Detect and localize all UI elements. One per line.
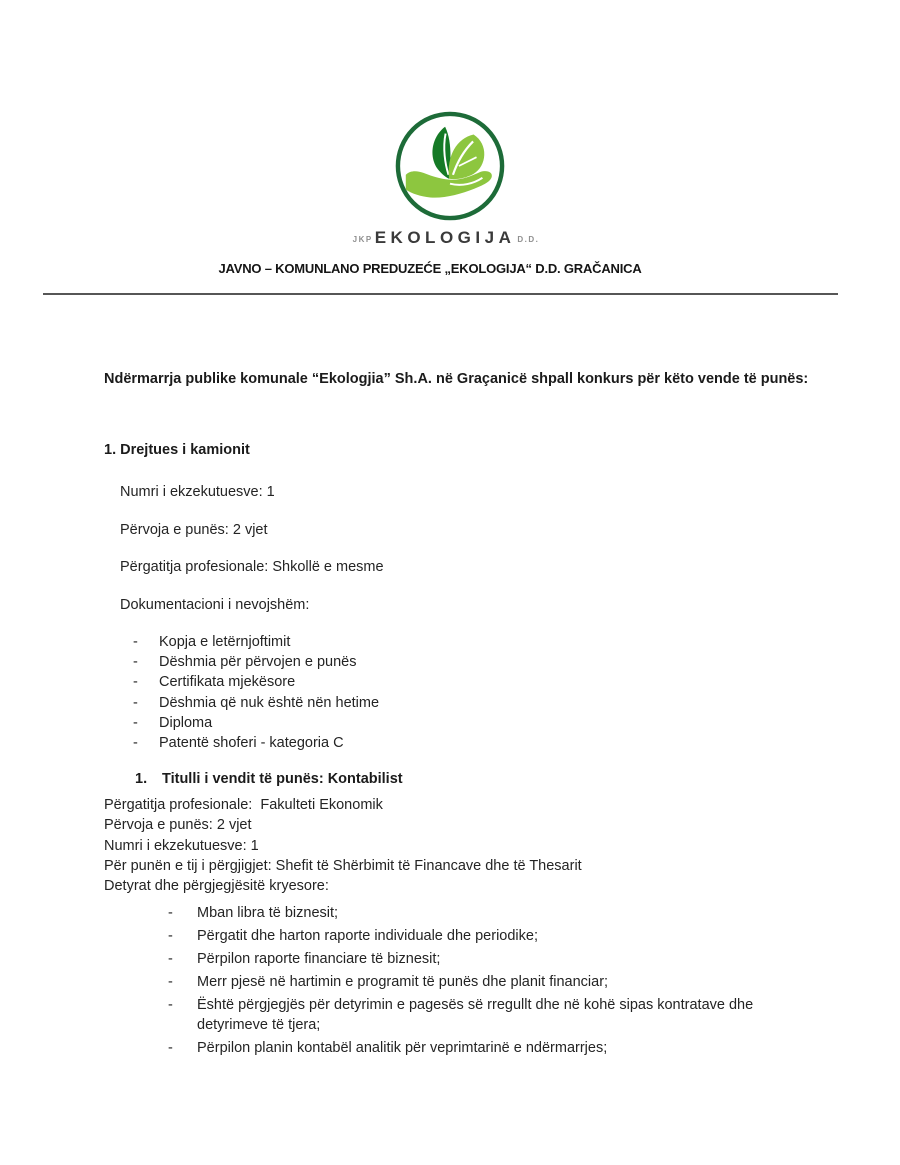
dash-bullet: - <box>133 634 138 650</box>
dash-bullet: - <box>168 974 173 990</box>
dash-bullet: - <box>133 714 138 731</box>
list-item <box>168 1039 797 1059</box>
dash-bullet: - <box>168 905 173 921</box>
job2-duties-label: Detyrat dhe përgjegjësitë kryesore: <box>104 878 329 895</box>
dash-bullet: - <box>133 674 138 691</box>
job2-number: 1. <box>135 771 148 787</box>
list-item <box>168 904 797 924</box>
header-divider <box>43 293 838 295</box>
list-item-text: Është përgjegjës për detyrimin e pagesës së rregullt dhe në kohë sipas kontratave dhe detyrimeve të tjera; <box>197 997 754 1033</box>
job2-duties-list <box>168 904 797 1062</box>
ekologjia-logo-icon <box>391 110 509 222</box>
list-item-text: Dëshmia që nuk është nën hetime <box>159 694 380 711</box>
job2-reports-to-line: Për punën e tij i përgjigjet: Shefit të Shërbimit të Financave dhe të Thesarit <box>104 857 582 874</box>
dash-bullet: - <box>133 654 138 671</box>
list-item <box>168 996 797 1035</box>
job2-title-text: Titulli i vendit të punës: Kontabilist <box>162 771 403 787</box>
intro-paragraph: Ndërmarrja publike komunale “Ekologjia” Sh.A. në Graçanicë shpall konkurs për këto vende të punës: <box>104 371 809 387</box>
dash-bullet: - <box>168 928 173 944</box>
dash-bullet: - <box>133 735 138 752</box>
list-item-text: Patentë shoferi - kategoria C <box>159 735 344 752</box>
job1-documents-label: Dokumentacioni i nevojshëm: <box>120 597 310 613</box>
list-item <box>133 652 379 672</box>
list-item <box>133 713 379 733</box>
list-item <box>133 693 379 713</box>
list-item-text: Dëshmia për përvojen e punës <box>159 654 357 671</box>
job1-education-line: Përgatitja profesionale: Shkollë e mesme <box>120 559 384 575</box>
logo-suffix: D.D. <box>517 235 540 244</box>
list-item <box>133 632 379 652</box>
list-item <box>168 927 797 947</box>
company-logo <box>0 110 900 227</box>
job1-title: 1. Drejtues i kamionit <box>104 442 250 458</box>
list-item <box>168 950 797 970</box>
list-item-text: Përgatit dhe harton raporte individuale dhe periodike; <box>197 928 538 944</box>
job1-experience-line: Përvoja e punës: 2 vjet <box>120 522 268 538</box>
list-item-text: Përpilon raporte financiare të biznesit; <box>197 951 441 967</box>
job1-executors-line: Numri i ekzekutuesve: 1 <box>120 484 275 500</box>
list-item-text: Merr pjesë në hartimin e programit të punës dhe planit financiar; <box>197 974 609 990</box>
logo-prefix: JKP <box>352 235 373 244</box>
dash-bullet: - <box>168 1039 173 1056</box>
logo-word: EKOLOGIJA <box>374 228 516 247</box>
job1-documents-list <box>133 632 379 753</box>
list-item <box>133 733 379 753</box>
job2-education-line: Përgatitja profesionale: Fakulteti Ekonomik <box>104 797 383 813</box>
list-item-text: Kopja e letërnjoftimit <box>159 634 291 650</box>
dash-bullet: - <box>168 997 173 1013</box>
document-header-title: JAVNO – KOMUNLANO PREDUZEĆE „EKOLOGIJA“ D.D. GRAČANICA <box>218 261 642 276</box>
job2-title <box>135 771 403 787</box>
job2-details <box>104 795 582 896</box>
job2-experience-line: Përvoja e punës: 2 vjet <box>104 817 252 834</box>
dash-bullet: - <box>168 951 173 967</box>
list-item <box>168 973 797 993</box>
list-item-text: Mban libra të biznesit; <box>197 905 339 921</box>
list-item-text: Diploma <box>159 714 213 731</box>
dash-bullet: - <box>133 694 138 711</box>
list-item <box>133 672 379 692</box>
job2-executors-line: Numri i ekzekutuesve: 1 <box>104 837 259 854</box>
list-item-text: Përpilon planin kontabël analitik për veprimtarinë e ndërmarrjes; <box>197 1039 608 1056</box>
logo-wordmark <box>0 228 892 248</box>
list-item-text: Certifikata mjekësore <box>159 674 296 691</box>
